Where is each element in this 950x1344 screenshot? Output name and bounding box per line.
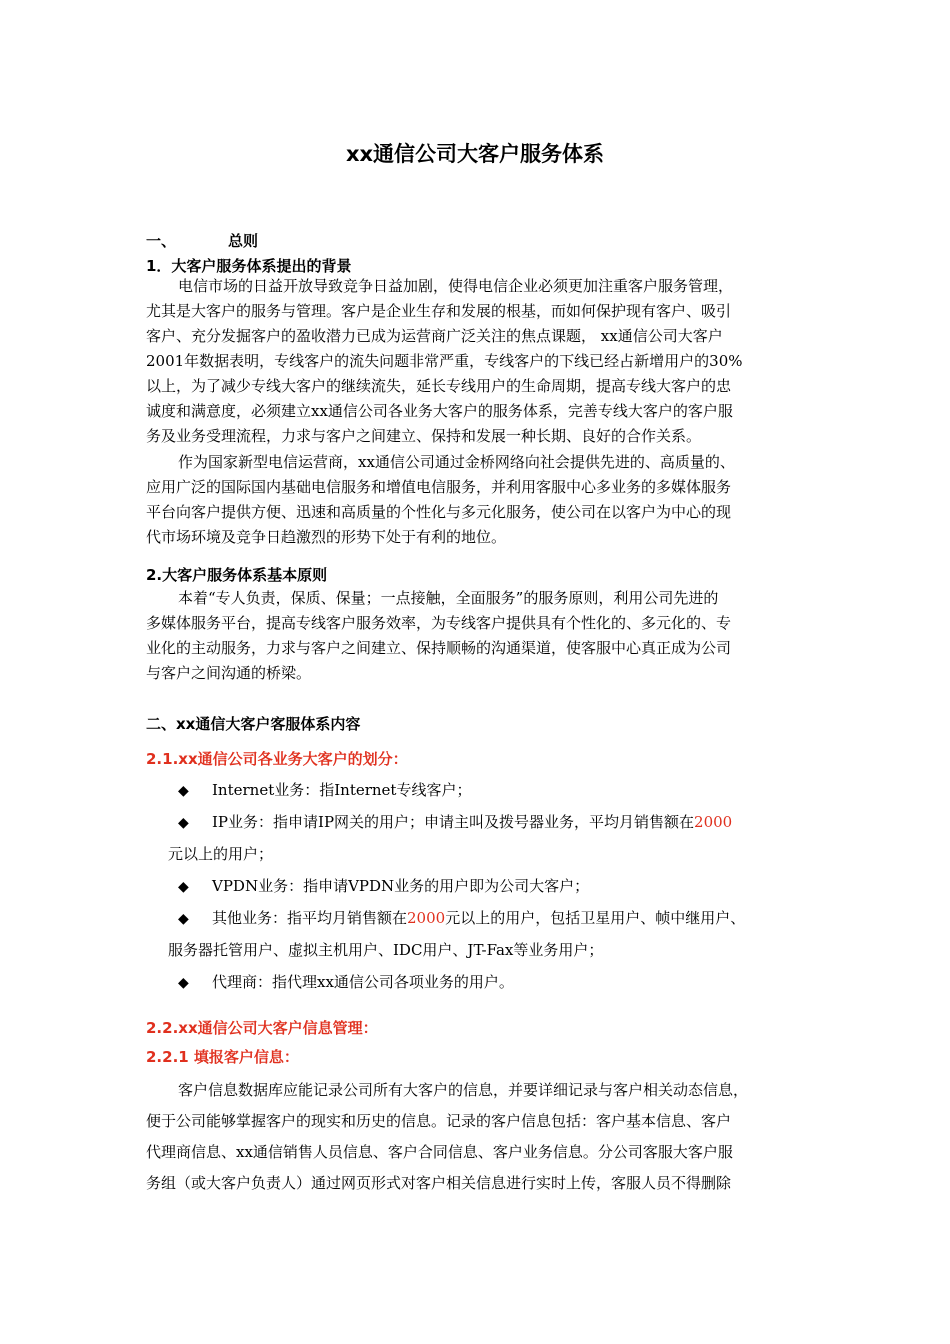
subsection1-heading: 1．大客户服务体系提出的背景 <box>146 257 352 275</box>
diamond-bullet-icon: ◆ <box>178 815 189 831</box>
highlighted-amount: 2000 <box>694 813 733 831</box>
text-line: 便于公司能够掌握客户的现实和历史的信息。记录的客户信息包括：客户基本信息、客户 <box>146 1112 732 1130</box>
diamond-bullet-icon: ◆ <box>178 879 189 895</box>
text-line: 业化的主动服务，力求与客户之间建立、保持顺畅的沟通渠道，使客服中心真正成为公司 <box>146 639 732 657</box>
text-line: 2001年数据表明，专线客户的流失问题非常严重，专线客户的下线已经占新增用户的30% <box>146 352 743 370</box>
document-title: xx通信公司大客户服务体系 <box>345 142 605 166</box>
diamond-bullet-icon: ◆ <box>178 783 189 799</box>
text-line: 作为国家新型电信运营商，xx通信公司通过金桥网络向社会提供先进的、高质量的、 <box>178 453 735 471</box>
section1-heading <box>146 230 258 251</box>
section2-heading: 二、xx通信大客户客服体系内容 <box>146 715 361 733</box>
subsection1-paragraph1 <box>146 274 812 449</box>
list-item-text: 元以上的用户，包括卫星用户、帧中继用户、 <box>445 909 746 927</box>
section1-label: 总则 <box>228 232 259 250</box>
text-line: 与客户之间沟通的桥梁。 <box>146 664 312 682</box>
section1-number: 一、 <box>146 232 177 250</box>
list-item-continuation: 服务器托管用户、虚拟主机用户、IDC用户、JT-Fax等业务用户； <box>168 941 604 959</box>
text-line: 务组（或大客户负责人）通过网页形式对客户相关信息进行实时上传，客服人员不得删除 <box>146 1174 732 1192</box>
text-line: 尤其是大客户的服务与管理。客户是企业生存和发展的根基，而如何保护现有客户、吸引 <box>146 302 732 320</box>
list-item <box>178 875 589 896</box>
list-item <box>178 907 745 928</box>
text-line: 代市场环境及竞争日趋激烈的形势下处于有利的地位。 <box>146 528 507 546</box>
text-line: 以上，为了减少专线大客户的继续流失，延长专线用户的生命周期，提高专线大客户的忠 <box>146 377 732 395</box>
list-item-text: IP业务：指申请IP网关的用户；申请主叫及拨号器业务，平均月销售额在 <box>212 813 695 831</box>
diamond-bullet-icon: ◆ <box>178 975 189 991</box>
list-item <box>178 811 732 832</box>
text-line: 客户信息数据库应能记录公司所有大客户的信息，并要详细记录与客户相关动态信息， <box>178 1081 749 1099</box>
subsection221-heading: 2.2.1 填报客户信息： <box>146 1048 299 1066</box>
list-item-text: 代理商：指代理xx通信公司各项业务的用户。 <box>212 973 514 991</box>
list-item <box>178 779 471 800</box>
list-item-text: Internet业务：指Internet专线客户； <box>212 781 472 799</box>
text-line: 电信市场的日益开放导致竞争日益加剧，使得电信企业必须更加注重客户服务管理， <box>178 277 734 295</box>
subsection21-heading: 2.1.xx通信公司各业务大客户的划分： <box>146 750 408 768</box>
text-line: 诚度和满意度，必须建立xx通信公司各业务大客户的服务体系，完善专线大客户的客户服 <box>146 402 733 420</box>
list-item-continuation: 元以上的用户； <box>168 845 274 863</box>
list-item-text: 其他业务：指平均月销售额在 <box>212 909 408 927</box>
text-line: 客户、充分发掘客户的盈收潜力已成为运营商广泛关注的焦点课题， xx通信公司大客户 <box>146 327 723 345</box>
subsection22-heading: 2.2.xx通信公司大客户信息管理： <box>146 1019 378 1037</box>
text-line: 应用广泛的国际国内基础电信服务和增值电信服务，并利用客服中心多业务的多媒体服务 <box>146 478 732 496</box>
subsection2-paragraph <box>146 586 812 686</box>
text-line: 平台向客户提供方便、迅速和高质量的个性化与多元化服务，使公司在以客户为中心的现 <box>146 503 732 521</box>
subsection221-paragraph <box>146 1075 812 1199</box>
diamond-bullet-icon: ◆ <box>178 911 189 927</box>
text-line: 本着“专人负责，保质、保量；一点接触，全面服务”的服务原则，利用公司先进的 <box>178 589 719 607</box>
subsection2-heading: 2.大客户服务体系基本原则 <box>146 566 328 584</box>
subsection1-paragraph2 <box>146 450 812 550</box>
text-line: 代理商信息、xx通信销售人员信息、客户合同信息、客户业务信息。分公司客服大客户服 <box>146 1143 733 1161</box>
list-item <box>178 971 514 992</box>
text-line: 多媒体服务平台，提高专线客户服务效率，为专线客户提供具有个性化的、多元化的、专 <box>146 614 732 632</box>
text-line: 务及业务受理流程，力求与客户之间建立、保持和发展一种长期、良好的合作关系。 <box>146 427 702 445</box>
list-item-text: VPDN业务：指申请VPDN业务的用户即为公司大客户； <box>212 877 590 895</box>
highlighted-amount: 2000 <box>407 909 446 927</box>
